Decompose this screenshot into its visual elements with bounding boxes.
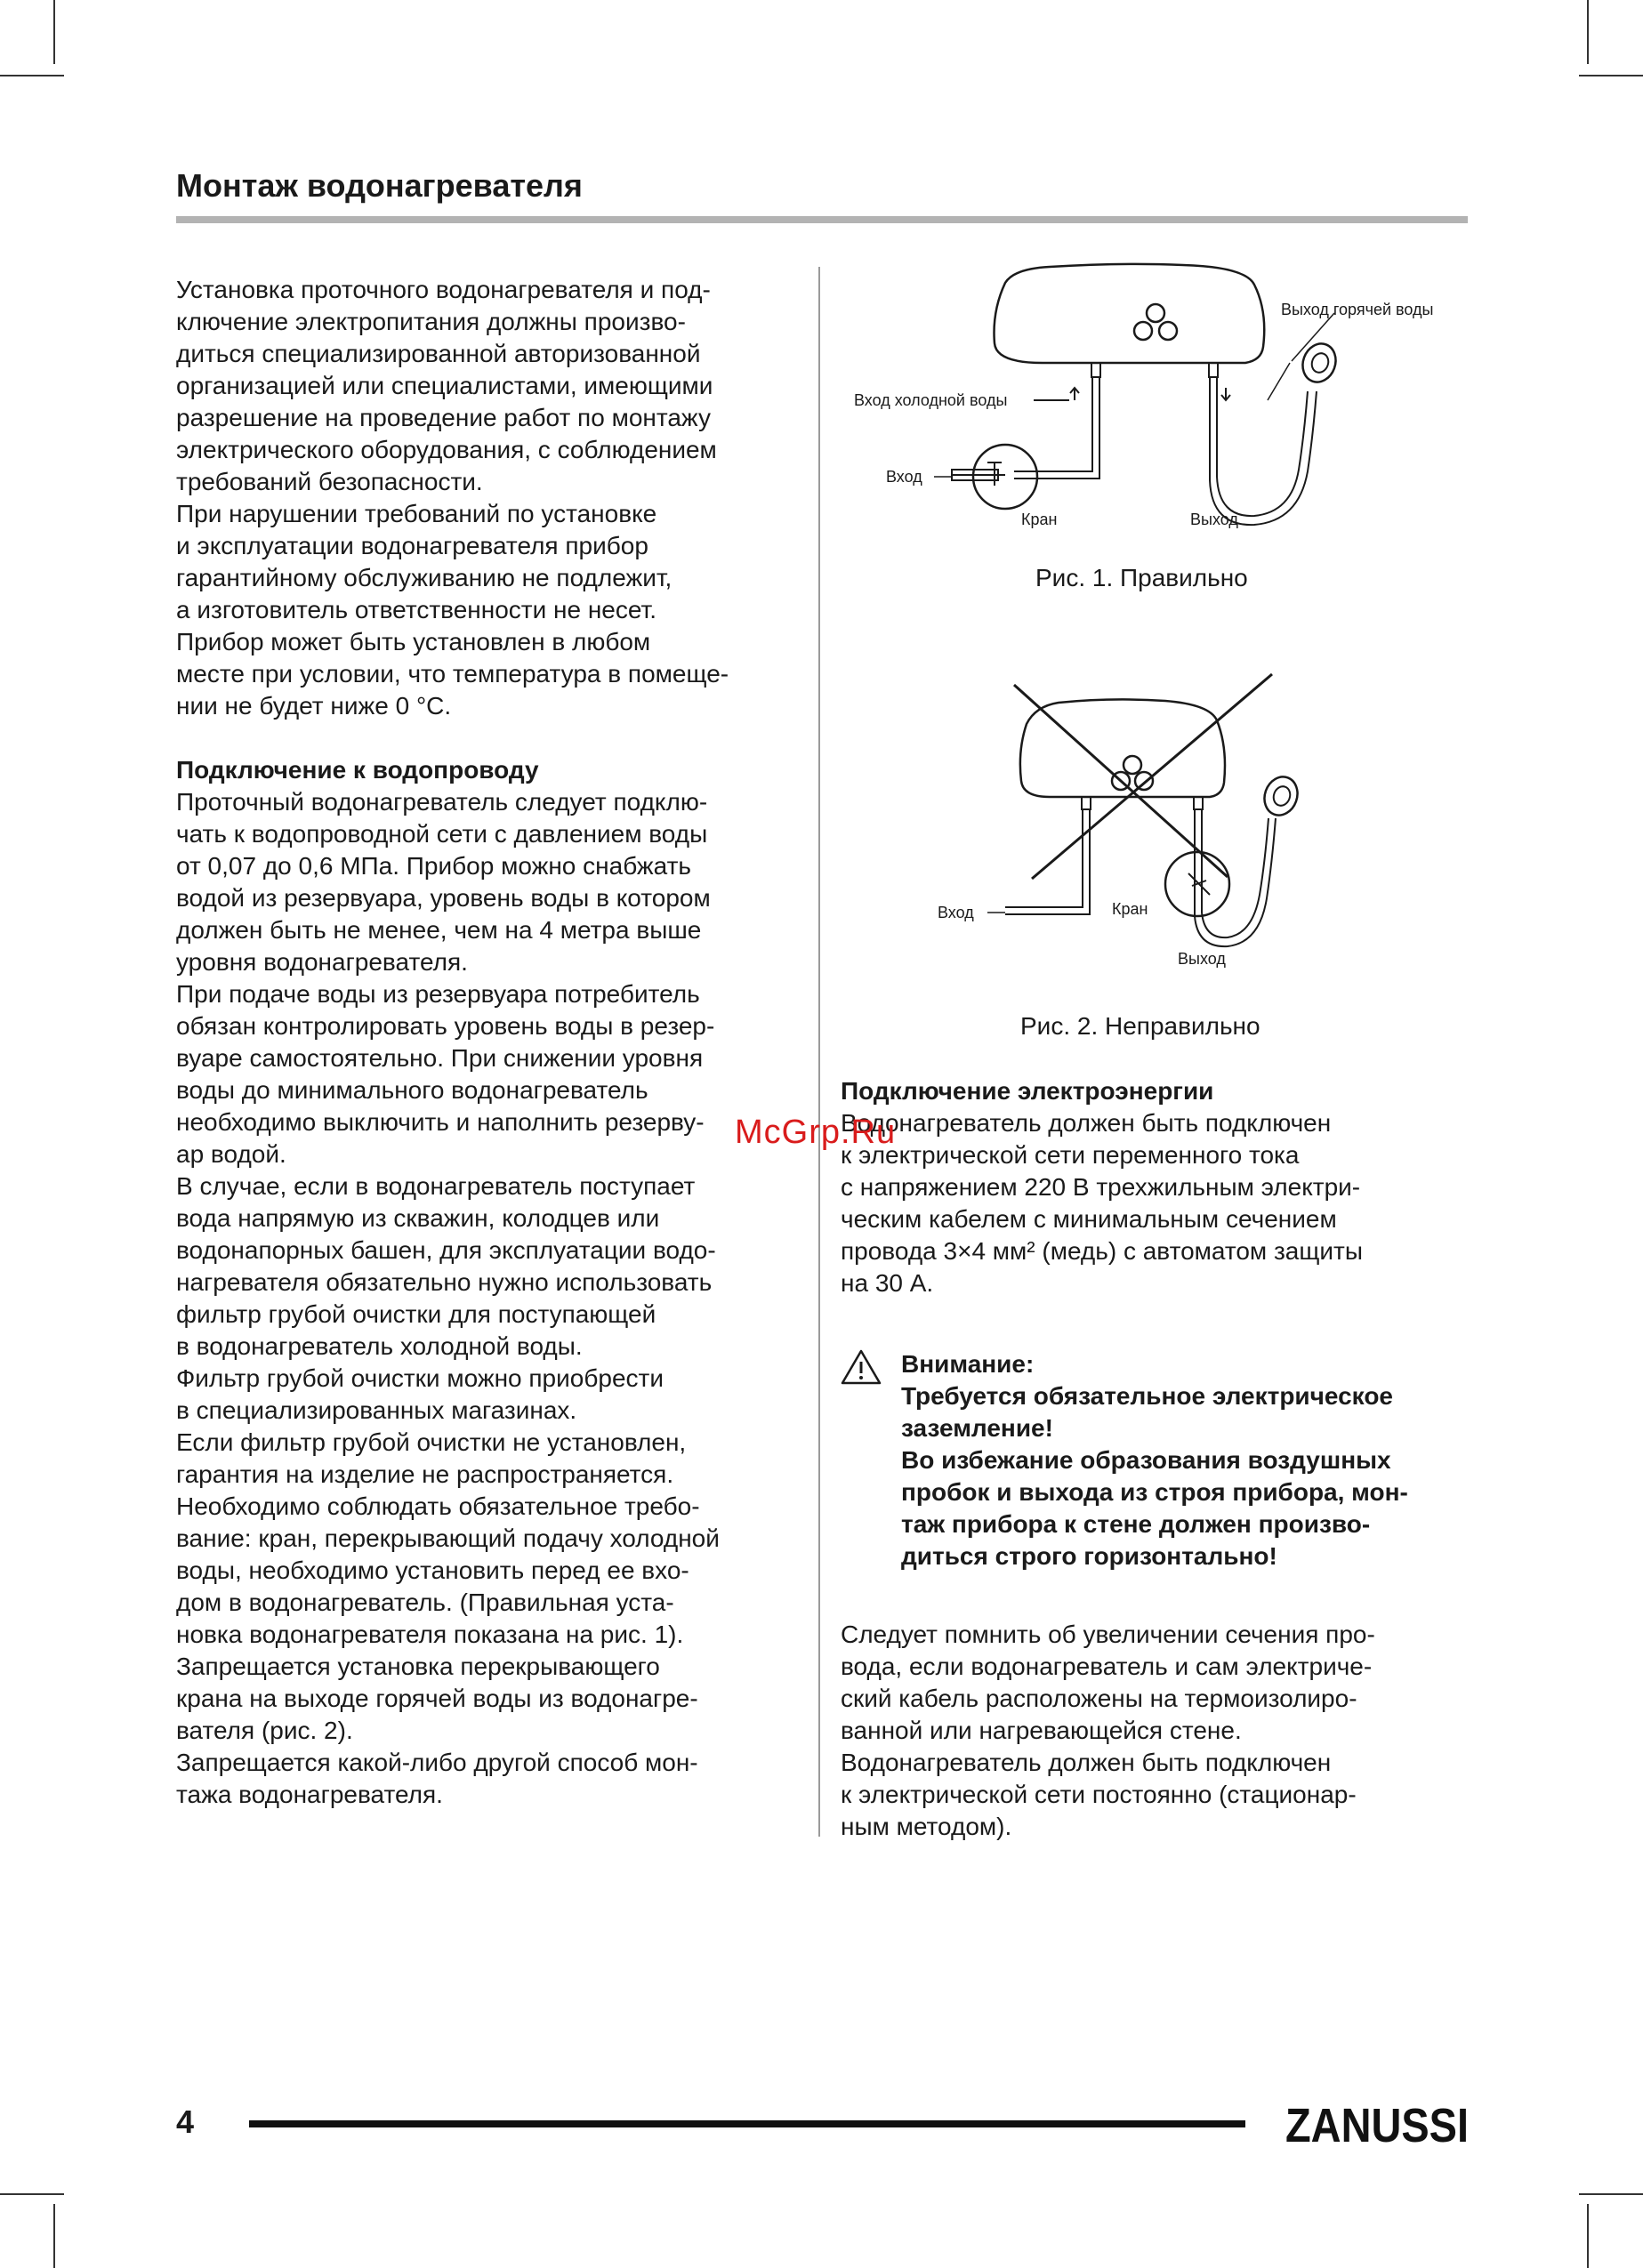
power-connection-heading: Подключение электроэнергии [841,1077,1214,1105]
crop-mark [1579,2193,1643,2195]
cross-out-line [1014,685,1228,877]
column-divider [818,267,820,1837]
knob [1159,322,1177,340]
cross-out-line [1032,674,1272,879]
knob [1124,756,1141,774]
water-connection-heading: Подключение к водопроводу [176,756,539,784]
shower-head [1298,339,1341,387]
valve-highlight [973,445,1037,509]
cold-pipe [1014,377,1099,479]
crop-mark [1579,75,1643,76]
right-column [841,1075,1463,1299]
crop-mark [0,2193,64,2195]
figure-2-incorrect [916,667,1361,978]
zanussi-logo [1285,2099,1469,2152]
warning-triangle-icon [841,1348,882,1386]
warning-text: Внимание: Требуется обязательное электрическое заземление! Во избежание образования воздушных пробок и выхода из строя прибора, мон- таж прибора к стене должен произво- диться строго горизонтально! [901,1350,1408,1570]
left-column [176,274,817,1811]
crop-mark [53,2204,55,2268]
crop-mark [53,0,55,64]
label-in: Вход [886,468,922,486]
heater-body [995,264,1265,363]
crop-mark [1587,0,1589,64]
shower-head [1260,772,1303,820]
knob [1147,304,1164,322]
label-valve: Кран [1021,511,1058,528]
intro-paragraph: Установка проточного водонагревателя и под- ключение электропитания должны произво- диться специализированной авторизованной организацией или специалистами, имеющими разрешение на проведение работ по монтажу электрического оборудования, с соблюдением требований безопасности. При нарушении требований по установке и эксплуатации водонагревателя прибор гарантийному обслуживанию не подлежит, а изготовитель ответственности не несет. Прибор может быть установлен в любом месте при условии, что температура в помеще- нии не будет ниже 0 °С. [176,276,729,720]
page-title: Монтаж водонагревателя [176,167,583,204]
label-out: Выход [1178,950,1226,968]
label-out: Выход [1190,511,1238,528]
page-number: 4 [176,2103,195,2140]
cold-pipe [1005,809,1090,914]
watermark: McGrp.Ru [735,1114,897,1151]
label-in: Вход [938,904,974,921]
figure-1-correct [836,258,1477,551]
figure-1-caption: Рис. 1. Правильно [1035,564,1248,591]
knob [1134,322,1152,340]
label-hot-out: Выход горячей воды [1281,301,1434,318]
brand-text: ZANUSSI [1285,2099,1469,2152]
water-connection-text: Проточный водонагреватель следует подклю- чать к водопроводной сети с давлением воды от 0,07 до 0,6 МПа. Прибор можно снабжать водой из резервуара, уровень воды в котором должен быть не менее, чем на 4 метра выше уровня водонагревателя. При подаче воды из резервуара потребитель обязан контролировать уровень воды в резер- вуаре самостоятельно. При снижении уровня воды до минимального водонагреватель необходимо выключить и наполнить резерву- ар водой. В случае, если в водонагреватель поступает вода напрямую из скважин, колодцев или водонапорных башен, для эксплуатации водо- нагревателя обязательно нужно использовать фильтр грубой очистки для поступающей в водонагреватель холодной воды. Фильтр грубой очистки можно приобрести в специализированных магазинах. Если фильтр грубой очистки не установлен, гарантия на изделие не распространяется. Необходимо соблюдать обязательное требо- вание: кран, перекрывающий подачу холодной воды, необходимо установить перед ее вхо- дом в водонагреватель. (Правильная уста- новка водонагревателя показана на рис. 1). Запрещается установка перекрывающего крана на выходе горячей воды из водонагре- вателя (рис. 2). Запрещается какой-либо другой способ мон- тажа водонагревателя. [176,788,720,1808]
power-connection-text: Водонагреватель должен быть подключен к электрической сети переменного тока с напряжением 220 В трехжильным электри- ческим кабелем с минимальным сечением провода 3×4 мм² (медь) с автоматом защиты на 30 А. [841,1109,1364,1297]
crop-mark [1587,2204,1589,2268]
title-rule [176,216,1468,223]
cable-note-text: Следует помнить об увеличении сечения про- вода, если водонагреватель и сам электриче- ский кабель расположены на термоизолиро- ванной или нагревающейся стене. Водонагреватель должен быть подключен к электрической сети постоянно (стационар- ным методом). [841,1621,1375,1840]
label-cold-in: Вход холодной воды [854,391,1008,409]
figure-2-caption: Рис. 2. Неправильно [1020,1012,1260,1040]
label-valve: Кран [1112,900,1148,918]
footer-rule [249,2120,1245,2127]
crop-mark [0,75,64,76]
